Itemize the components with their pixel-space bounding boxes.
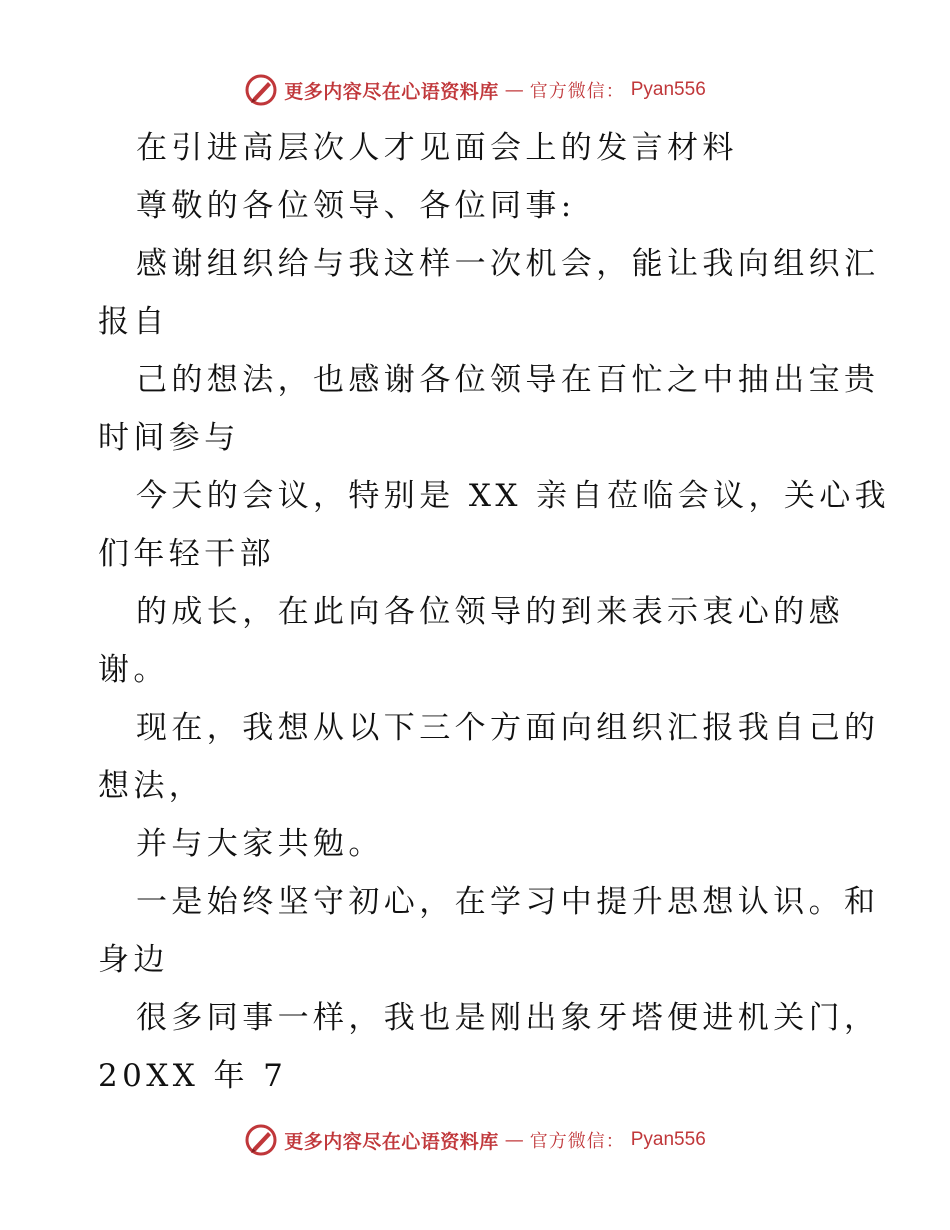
text-line: 感谢组织给与我这样一次机会，能让我向组织汇 <box>136 246 880 282</box>
salutation: 尊敬的各位领导、各位同事: <box>136 188 576 224</box>
text-line: 今天的会议，特别是 XX 亲自莅临会议，关心我 <box>136 478 891 514</box>
text-line: 谢。 <box>98 652 169 688</box>
watermark-text: 更多内容尽在心语资料库 <box>284 1130 499 1153</box>
text-line: 想法， <box>98 768 205 804</box>
text-line: 身边 <box>98 942 169 978</box>
text-line: 并与大家共勉。 <box>136 826 384 862</box>
watermark-dash: — <box>504 79 524 101</box>
watermark-dash: — <box>504 1129 524 1151</box>
watermark-id: Pyan556 <box>630 1129 706 1150</box>
pen-logo-icon <box>244 1123 278 1157</box>
text-line: 报自 <box>98 304 169 340</box>
header-watermark <box>0 70 950 110</box>
text-line: 的成长，在此向各位领导的到来表示衷心的感 <box>136 594 844 630</box>
text-line: 们年轻干部 <box>98 536 275 572</box>
text-line: 很多同事一样，我也是刚出象牙塔便进机关门， <box>136 1000 880 1036</box>
footer-watermark <box>0 1120 950 1160</box>
watermark-label: 官方微信： <box>529 81 625 102</box>
document-title: 在引进高层次人才见面会上的发言材料 <box>136 130 738 166</box>
watermark-id: Pyan556 <box>630 79 706 100</box>
pen-logo-icon <box>244 73 278 107</box>
text-line: 现在，我想从以下三个方面向组织汇报我自己的 <box>136 710 880 746</box>
text-line: 时间参与 <box>98 420 240 456</box>
text-line: 己的想法，也感谢各位领导在百忙之中抽出宝贵 <box>136 362 880 398</box>
watermark-text: 更多内容尽在心语资料库 <box>284 80 499 103</box>
watermark-label: 官方微信： <box>529 1131 625 1152</box>
text-line: 一是始终坚守初心，在学习中提升思想认识。和 <box>136 884 880 920</box>
text-line: 20XX 年 7 <box>98 1058 288 1094</box>
